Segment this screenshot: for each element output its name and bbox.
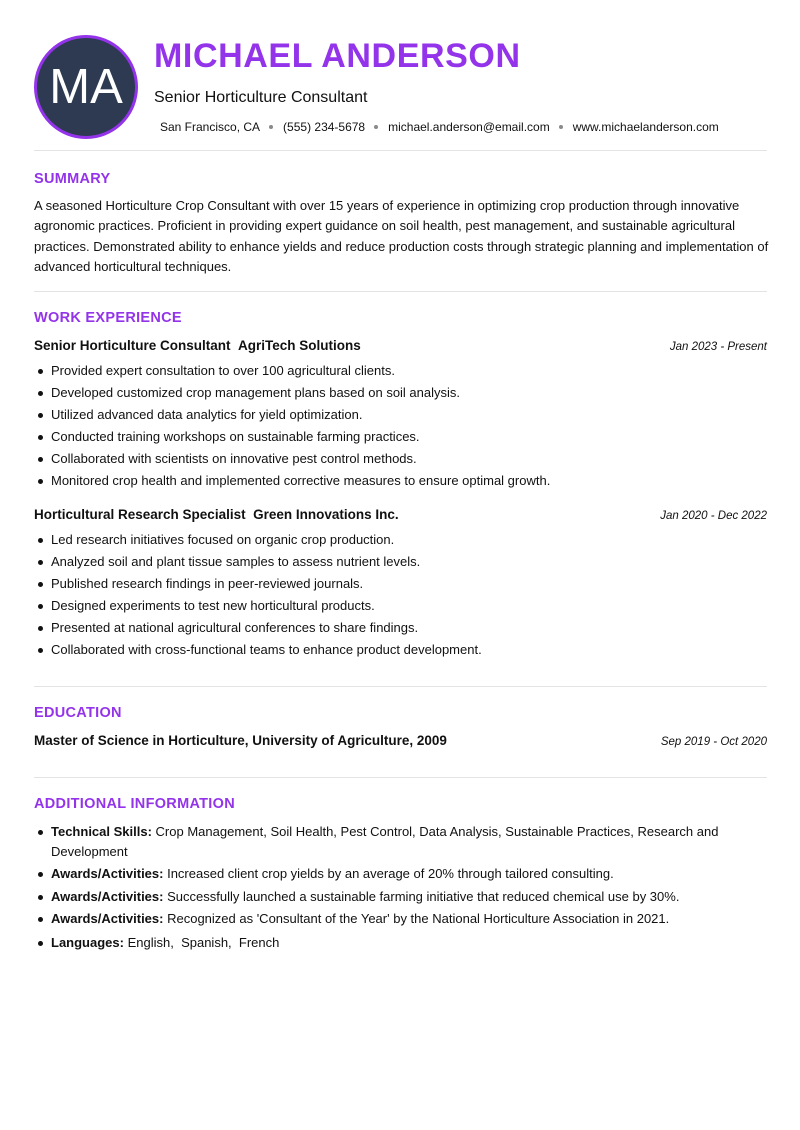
list-item: Presented at national agricultural conferences to share findings. — [34, 617, 767, 639]
job-1-header — [34, 338, 361, 353]
summary-heading: SUMMARY — [34, 171, 111, 187]
contact-email[interactable]: michael.anderson@email.com — [388, 120, 550, 134]
list-item: Collaborated with scientists on innovative pest control methods. — [34, 448, 767, 470]
divider — [34, 150, 767, 151]
contact-location: San Francisco, CA — [160, 120, 261, 134]
experience-heading: WORK EXPERIENCE — [34, 310, 182, 326]
list-item: Provided expert consultation to over 100 agricultural clients. — [34, 360, 767, 382]
education-dates: Sep 2019 - Oct 2020 — [660, 736, 767, 748]
job-1-company: AgriTech Solutions — [238, 338, 361, 353]
divider — [34, 686, 767, 687]
job-1-bullets — [34, 360, 767, 492]
list-item — [34, 864, 734, 884]
job-2-company: Green Innovations Inc. — [253, 507, 399, 522]
separator-dot — [559, 125, 563, 129]
job-2-header — [34, 507, 399, 522]
item-label: Awards/Activities: — [51, 866, 164, 881]
list-item — [34, 933, 734, 953]
list-item: Analyzed soil and plant tissue samples to assess nutrient levels. — [34, 551, 767, 573]
list-item — [34, 909, 734, 929]
summary-text: A seasoned Horticulture Crop Consultant with over 15 years of experience in optimizing crop production through innovative agronomic practices. Proficient in providing expert guidance on soil health, pest management, and sustainable agricultural practices. Demonstrated ability to enhance yields and reduce production costs through strategic planning and implementation of advanced horticultural techniques. — [34, 198, 769, 274]
list-item: Developed customized crop management plans based on soil analysis. — [34, 382, 767, 404]
item-label: Languages: — [51, 934, 124, 950]
item-label: Awards/Activities: — [51, 888, 164, 904]
contact-bar — [160, 120, 719, 134]
item-text: Recognized as 'Consultant of the Year' by the National Horticulture Association in 2021. — [167, 911, 670, 926]
separator-dot — [269, 125, 273, 129]
separator-dot — [374, 125, 378, 129]
job-2-bullets — [34, 529, 767, 661]
education-degree: Master of Science in Horticulture, University of Agriculture, 2009 — [34, 733, 447, 748]
list-item — [34, 887, 734, 907]
job-2-dates: Jan 2020 - Dec 2022 — [660, 510, 767, 522]
contact-website[interactable]: www.michaelanderson.com — [572, 120, 719, 134]
item-text: Increased client crop yields by an average of 20% through tailored consulting. — [167, 866, 614, 881]
candidate-name: MICHAEL ANDERSON — [154, 37, 521, 75]
avatar-initials: MA — [49, 60, 123, 114]
education-heading: EDUCATION — [34, 705, 122, 721]
contact-phone[interactable]: (555) 234-5678 — [283, 120, 366, 134]
list-item: Conducted training workshops on sustainable farming practices. — [34, 426, 767, 448]
job-1-dates: Jan 2023 - Present — [669, 341, 767, 353]
list-item: Monitored crop health and implemented corrective measures to ensure optimal growth. — [34, 470, 767, 492]
list-item: Led research initiatives focused on organic crop production. — [34, 529, 767, 551]
divider — [34, 777, 767, 778]
item-label: Awards/Activities: — [51, 911, 164, 926]
avatar — [34, 35, 138, 139]
list-item: Utilized advanced data analytics for yield optimization. — [34, 404, 767, 426]
item-label: Technical Skills: — [51, 824, 152, 839]
job-1-role: Senior Horticulture Consultant — [34, 338, 231, 353]
additional-list — [34, 822, 734, 955]
candidate-title: Senior Horticulture Consultant — [154, 89, 368, 106]
item-text: English, Spanish, French — [127, 934, 280, 950]
list-item: Published research findings in peer-reviewed journals. — [34, 573, 767, 595]
item-text: Crop Management, Soil Health, Pest Control, Data Analysis, Sustainable Practices, Research and Development — [51, 824, 719, 859]
divider — [34, 291, 767, 292]
list-item — [34, 822, 734, 861]
additional-heading: ADDITIONAL INFORMATION — [34, 796, 235, 812]
list-item: Designed experiments to test new horticultural products. — [34, 595, 767, 617]
item-text: Successfully launched a sustainable farming initiative that reduced chemical use by 30%. — [167, 888, 680, 904]
job-2-role: Horticultural Research Specialist — [34, 507, 246, 522]
list-item: Collaborated with cross-functional teams to enhance product development. — [34, 639, 767, 661]
